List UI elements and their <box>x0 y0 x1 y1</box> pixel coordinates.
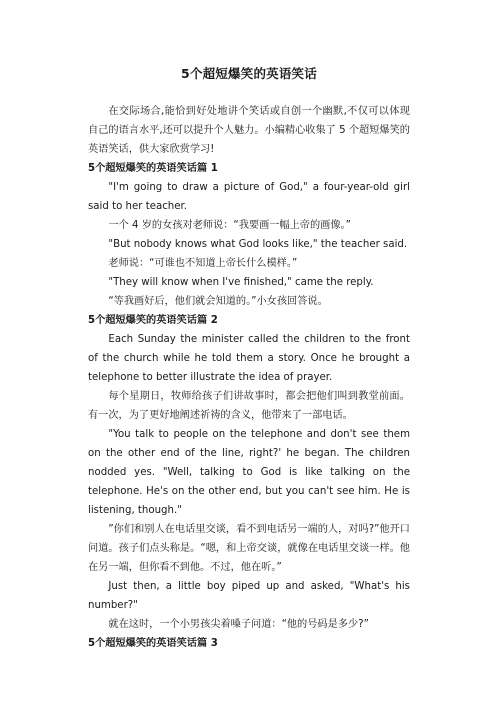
paragraph: 每个星期日，牧师给孩子们讲故事时，都会把他们叫到教堂前面。有一次，为了更好地阐述祈祷的含义，他带来了一部电话。 <box>88 391 410 421</box>
paragraph: ”你们和别人在电话里交谈，看不到电话另一端的人，对吗?”他开口问道。孩子们点头称是。“嗯，和上帝交谈，就像在电话里交谈一样。他在另一端，但你看不到他。不过，他在听。” <box>88 524 410 573</box>
paragraph: 一个 4 岁的女孩对老师说：“我要画一幅上帝的画像。” <box>108 220 351 231</box>
page-title: 5个超短爆笑的英语笑话 <box>181 66 317 81</box>
paragraph: "I'm going to draw a picture of God," a four-year-old girl said to her teacher. <box>88 182 410 212</box>
section-heading: 5个超短爆笑的英语笑话篇 2 <box>88 315 218 326</box>
paragraph: "They will know when I've finished," came the reply. <box>108 277 374 288</box>
intro-paragraph: 在交际场合,能恰到好处地讲个笑话或自创一个幽默,不仅可以体现自己的语言水平,还可以提升个人魅力。小编精心收集了 5 个超短爆笑的英语笑话，供大家欣赏学习! <box>88 106 410 155</box>
paragraph: 老师说：“可谁也不知道上帝长什么模样。” <box>108 258 298 269</box>
section-3 <box>88 634 410 653</box>
paragraph: “等我画好后，他们就会知道的。”小女孩回答说。 <box>108 296 328 307</box>
paragraph: Each Sunday the minister called the children to the front of the church while he told them a story. Once he brought a telephone to better illustrate the idea of prayer. <box>88 334 410 383</box>
section-2 <box>88 311 410 634</box>
paragraph: 就在这时，一个小男孩尖着嗓子问道：“他的号码是多少?” <box>108 619 369 630</box>
paragraph: "But nobody knows what God looks like," the teacher said. <box>108 239 408 250</box>
paragraph: "You talk to people on the telephone and don't see them on the other end of the line, right?' he began. The children nodded yes. "Well, talking to God is like talking on the telephone. He's on the other end, but you can't see him. He is listening, though." <box>88 429 410 516</box>
section-1 <box>88 159 410 311</box>
section-heading: 5个超短爆笑的英语笑话篇 3 <box>88 638 218 649</box>
paragraph: Just then, a little boy piped up and asked, "What's his number?" <box>88 581 410 611</box>
section-heading: 5个超短爆笑的英语笑话篇 1 <box>88 163 218 174</box>
